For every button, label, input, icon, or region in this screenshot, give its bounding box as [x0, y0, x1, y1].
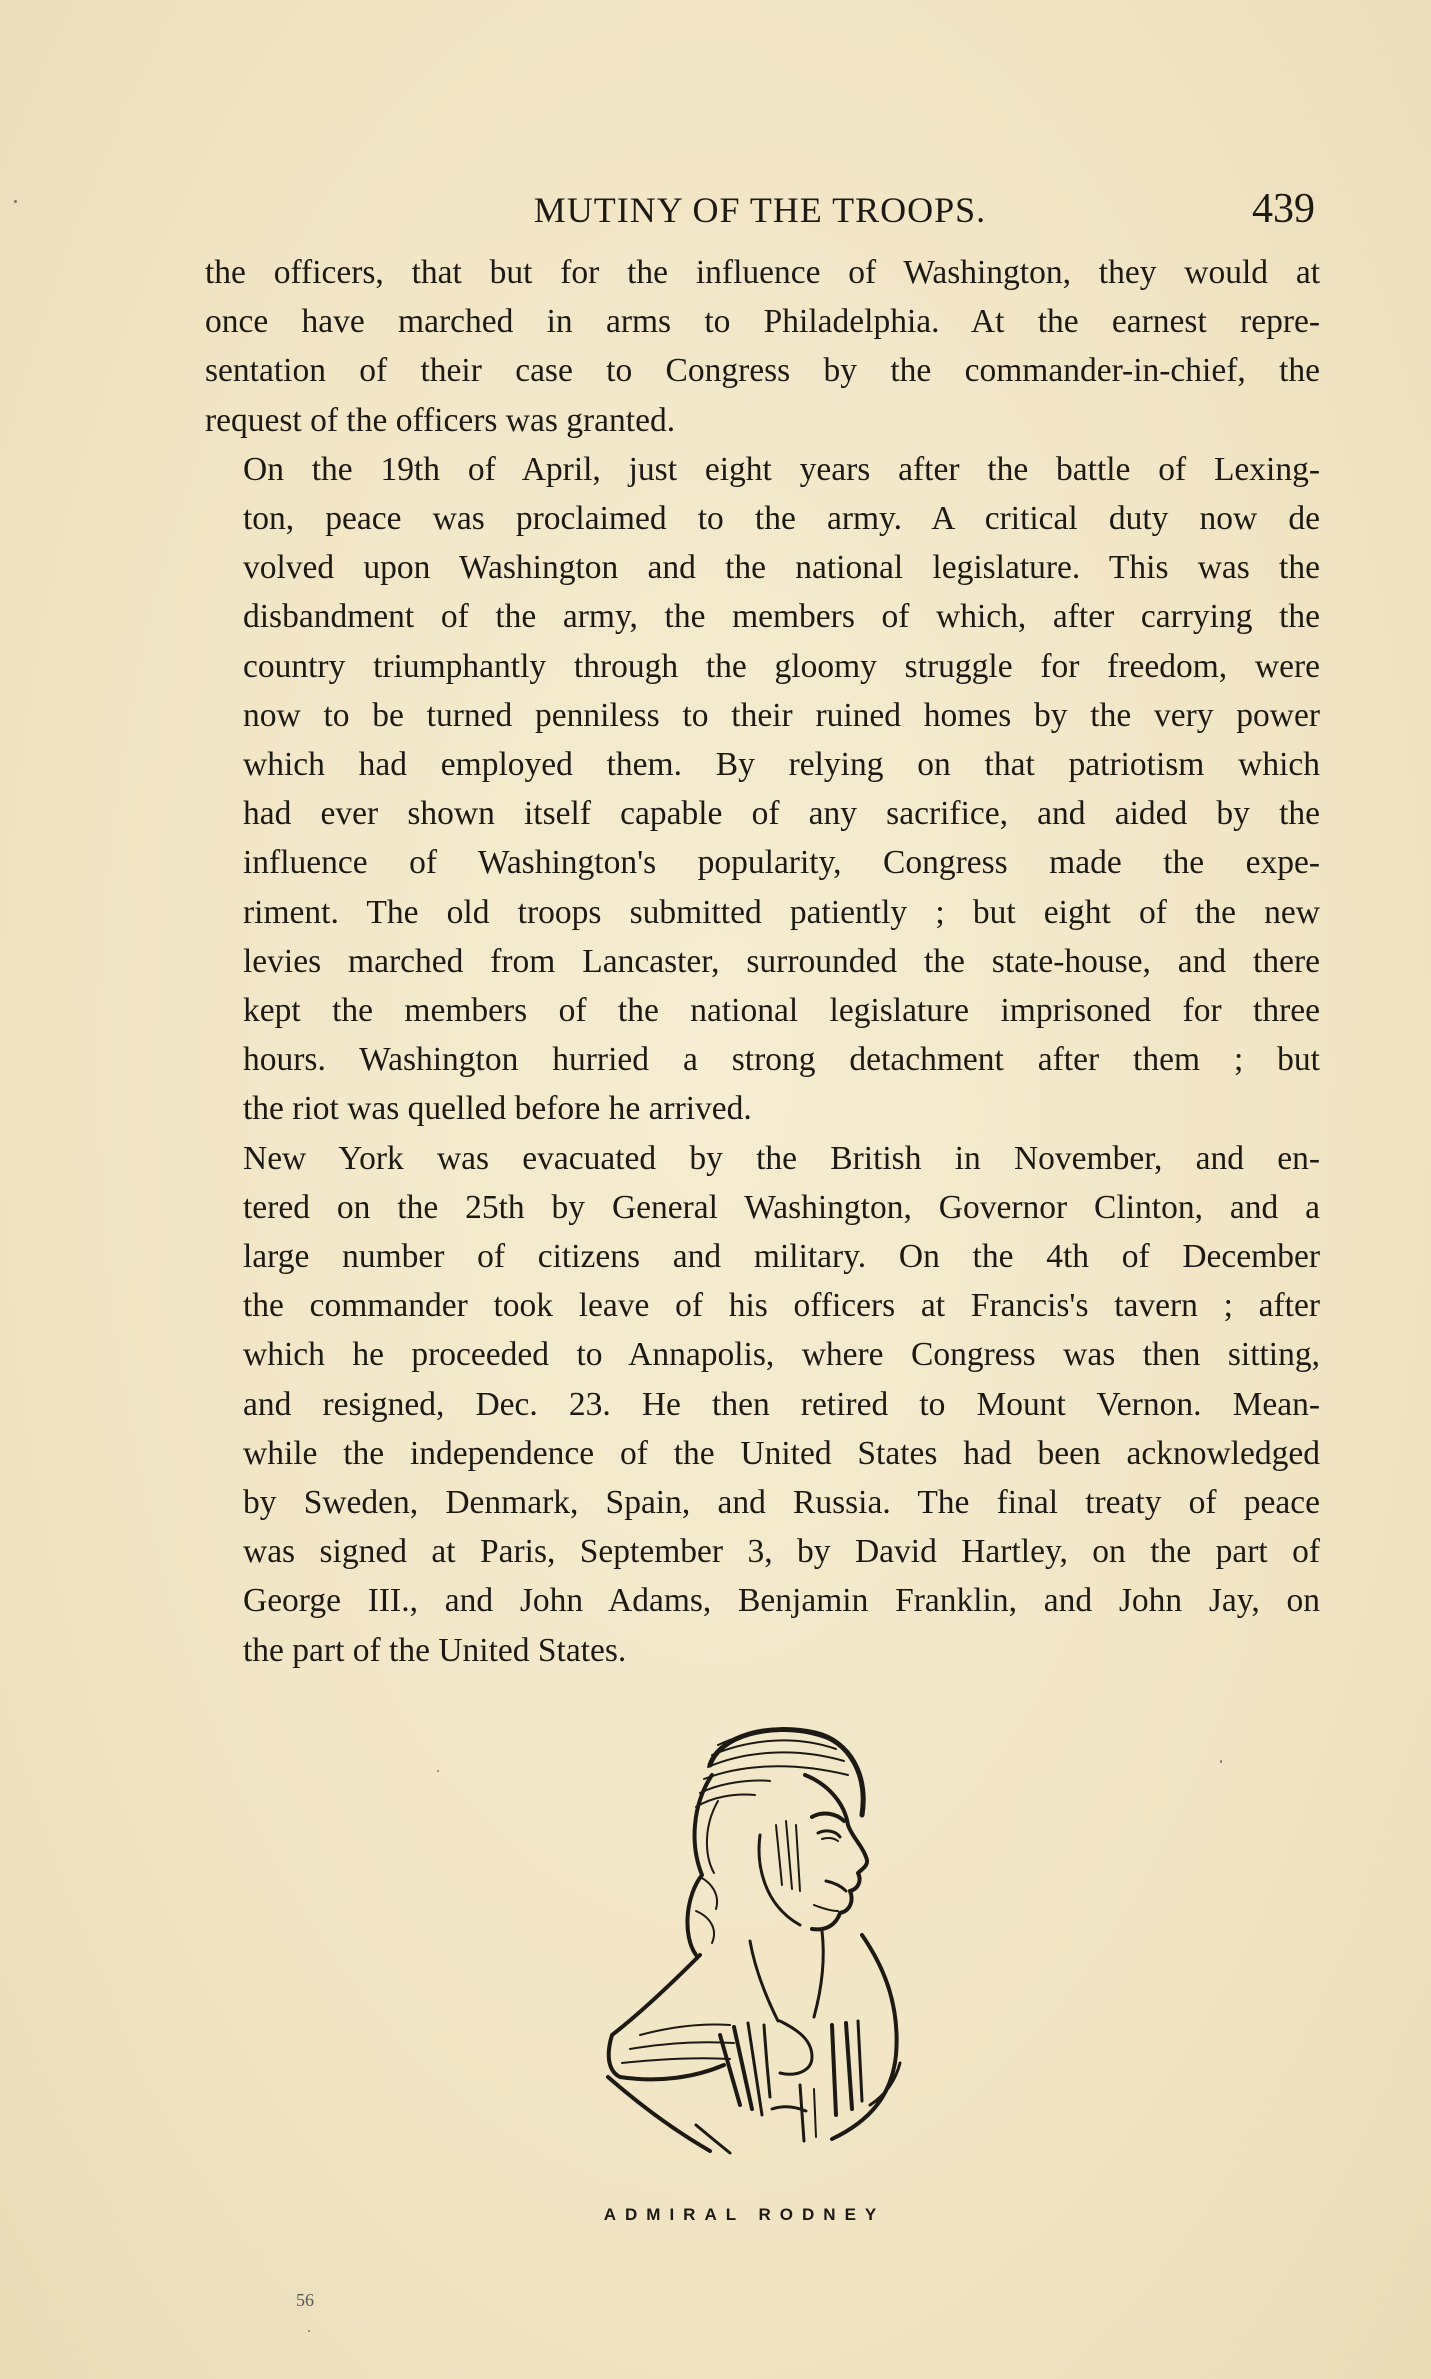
text-line: the officers, that but for the influence of Washington, they would at — [205, 254, 1320, 291]
text-line: the riot was quelled before he arrived. — [243, 1090, 752, 1128]
text-line: disbandment of the army, the members of which, after carrying the — [243, 598, 1320, 636]
text-line: riment. The old troops submitted patiently ; but eight of the new — [243, 893, 1320, 931]
text-line: George III., and John Adams, Benjamin Franklin, and John Jay, on — [243, 1582, 1320, 1620]
text-line: now to be turned penniless to their ruined homes by the very power — [243, 696, 1320, 734]
illustration-caption: ADMIRAL RODNEY — [603, 2205, 886, 2224]
text-line: which he proceeded to Annapolis, where Congress was then sitting, — [243, 1336, 1320, 1374]
text-line: hours. Washington hurried a strong detachment after them ; but — [243, 1041, 1320, 1079]
text-line: the commander took leave of his officers at Francis's tavern ; after — [243, 1287, 1320, 1325]
paragraph — [205, 445, 1320, 1134]
text-line: ton, peace was proclaimed to the army. A critical duty now de — [243, 500, 1320, 538]
paragraph — [205, 1134, 1320, 1675]
text-line: the part of the United States. — [243, 1631, 627, 1669]
text-line: which had employed them. By relying on that patriotism which — [243, 746, 1320, 784]
text-line: while the independence of the United States had been acknowledged — [243, 1434, 1320, 1472]
signature-mark: 56 — [296, 2290, 314, 2310]
text-line: request of the officers was granted. — [205, 401, 676, 439]
text-line: levies marched from Lancaster, surrounded the state-house, and there — [243, 942, 1320, 980]
text-line: volved upon Washington and the national legislature. This was the — [243, 549, 1320, 587]
text-line: had ever shown itself capable of any sacrifice, and aided by the — [243, 795, 1320, 833]
paragraph — [205, 248, 1320, 445]
text-line: was signed at Paris, September 3, by David Hartley, on the part of — [243, 1533, 1320, 1571]
text-line: and resigned, Dec. 23. He then retired to Mount Vernon. Mean- — [243, 1385, 1320, 1423]
text-line: tered on the 25th by General Washington, Governor Clinton, and a — [243, 1188, 1320, 1226]
running-head — [205, 185, 1315, 235]
text-line: kept the members of the national legislature imprisoned for three — [243, 992, 1320, 1030]
text-line: On the 19th of April, just eight years after the battle of Lexing- — [243, 450, 1320, 488]
text-line: country triumphantly through the gloomy struggle for freedom, were — [243, 647, 1320, 685]
text-line: once have marched in arms to Philadelphia. At the earnest repre- — [205, 303, 1320, 341]
admiral-rodney-portrait — [600, 1705, 920, 2170]
page-number: 439 — [1252, 186, 1315, 232]
text-line: New York was evacuated by the British in November, and en- — [243, 1139, 1320, 1177]
text-line: by Sweden, Denmark, Spain, and Russia. The final treaty of peace — [243, 1484, 1320, 1522]
text-line: sentation of their case to Congress by the commander-in-chief, the — [205, 352, 1320, 390]
text-line: large number of citizens and military. On the 4th of December — [243, 1238, 1320, 1276]
body-text — [205, 248, 1320, 1675]
running-title: MUTINY OF THE TROOPS. — [533, 190, 987, 230]
text-line: influence of Washington's popularity, Congress made the expe- — [243, 844, 1320, 882]
